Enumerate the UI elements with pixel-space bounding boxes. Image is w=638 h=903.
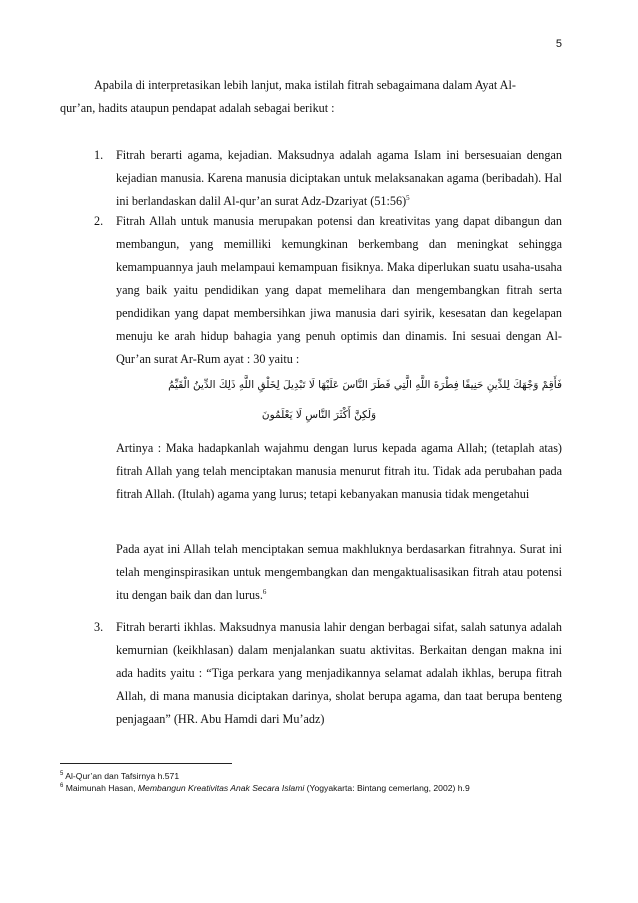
list-item-text: Fitrah berarti ikhlas. Maksudnya manusia lahir dengan berbagai sifat, salah satunya adalah kemurnian (keikhlasan) dalam menjalankan suatu aktivitas. Berkaitan dengan makna ini ada hadits yaitu : “Tiga perkara yang menjadikannya selamat adalah ikhlas, berupa fitrah Allah, di mana manusia diciptakan darinya, sholat berupa agama, dan taat berupa benteng penjagaan” (HR. Abu Hamdi dari Mu’adz) — [116, 620, 562, 726]
explanation-text: Pada ayat ini Allah telah menciptakan semua makhluknya berdasarkan fitrahnya. Surat ini telah menginspirasikan untuk mengembangkan dan mengaktualisasikan fitrah atau potensi itu dengan baik dan dan lurus. — [116, 542, 562, 602]
list-item-text: Fitrah Allah untuk manusia merupakan potensi dan kreativitas yang dapat dibangun dan membangun, yang memilliki kemungkinan berkembang dan meningkat sehingga kemampuannya jauh melampaui kemampuan fisiknya. Maka diperlukan suatu usaha-usaha yang baik yaitu pendidikan yang dapat memelihara dan mengembangkan fitrah serta pendidikan yang dapat membersihkan jiwa manusia dari syirik, kesesatan dan kegelapan menuju ke arah hidup bahagia yang penuh optimis dan dinamis. Ini sesuai dengan Al-Qur’an surat Ar-Rum ayat : 30 yaitu : — [116, 214, 562, 366]
footnote-6: $^6$ Maimunah Hasan, Membangun Kreativitas Anak Secara Islami (Yogyakarta: Bintang cemerlang, 2002) h.9 — [60, 783, 470, 793]
list-number: 1. — [94, 148, 104, 162]
footnote-ref: 6 — [262, 588, 267, 596]
footnote-divider — [60, 763, 232, 764]
list-item-3 — [94, 616, 562, 731]
arabic-verse-line-1: فَأَقِمْ وَجْهَكَ لِلدِّينِ حَنِيفًا فِطْرَةَ اللَّهِ الَّتِي فَطَرَ النَّاسَ عَلَيْهَا لَا تَبْدِيلَ لِخَلْقِ اللَّهِ ذَلِكَ الدِّينُ الْقَيِّمُ — [168, 379, 562, 391]
list-number: 3. — [94, 620, 104, 634]
list-item-text: Fitrah berarti agama, kejadian. Maksudnya adalah agama Islam ini bersesuaian dengan kejadian manusia. Karena manusia diciptakan untuk melaksanakan agama (beribadah). Hal ini berlandaskan dalil Al-qur’an surat Adz-Dzariyat (51:56) — [116, 148, 562, 208]
footnote-ref: 5 — [406, 194, 410, 202]
arabic-verse-line-2: وَلَكِنَّ أَكْثَرَ النَّاسِ لَا يَعْلَمُونَ — [261, 409, 377, 421]
footnote-5: $^5$ Al-Qur’an dan Tafsirnya h.571 — [60, 771, 180, 781]
translation-paragraph: Artinya : Maka hadapkanlah wajahmu dengan lurus kepada agama Allah; (tetaplah atas) fitrah Allah yang telah menciptakan manusia menurut fitrah itu. Tidak ada perubahan pada fitrah Allah. (Itulah) agama yang lurus; tetapi kebanyakan manusia tidak mengetahui — [116, 441, 562, 501]
intro-line-1: Apabila di interpretasikan lebih lanjut, maka istilah fitrah sebagaimana dalam Ayat Al- — [94, 78, 516, 92]
list-item-1 — [94, 144, 562, 213]
page-number: 5 — [555, 38, 562, 50]
explanation-paragraph — [116, 538, 562, 607]
intro-paragraph — [60, 74, 562, 120]
list-number: 2. — [94, 214, 104, 228]
book-title: Membangun Kreativitas Anak Secara Islami — [137, 783, 305, 793]
list-item-2 — [94, 210, 562, 371]
intro-line-2: qur’an, hadits ataupun pendapat adalah sebagai berikut : — [60, 101, 335, 115]
